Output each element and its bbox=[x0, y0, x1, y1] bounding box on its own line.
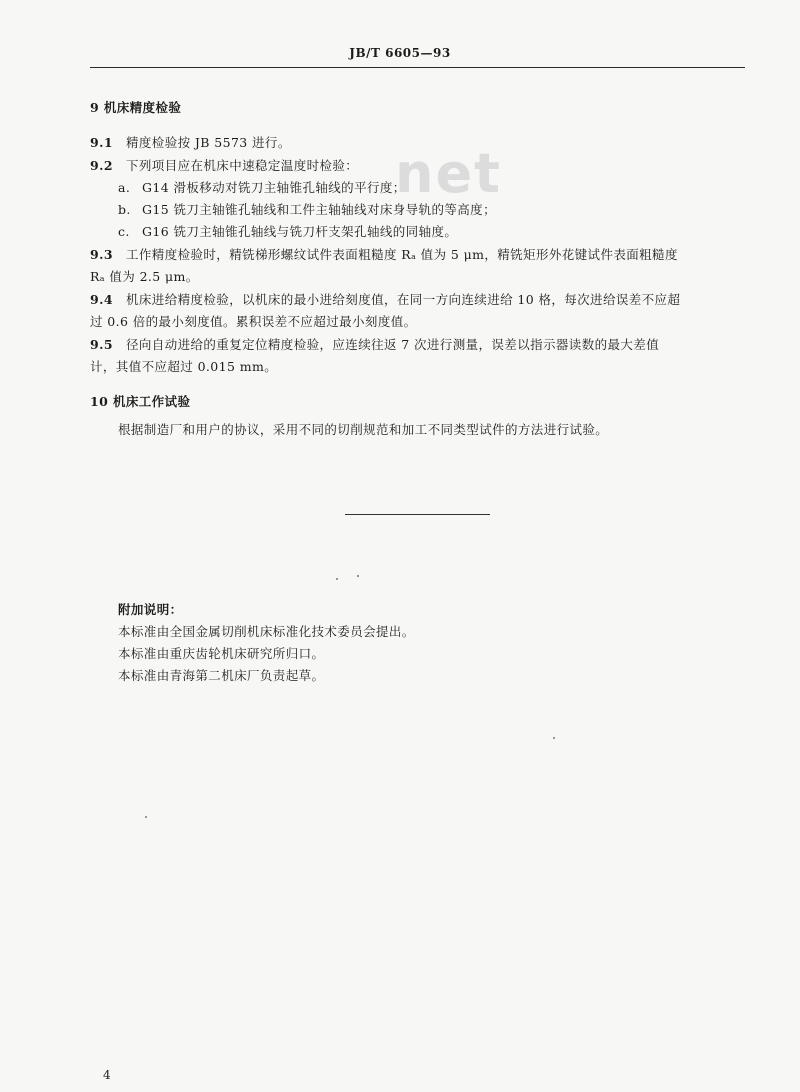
clause-9-1 bbox=[90, 133, 291, 151]
clause-9-4-line2: 过 0.6 倍的最小刻度值。累积误差不应超过最小刻度值。 bbox=[90, 314, 417, 329]
end-divider bbox=[345, 514, 490, 515]
clause-number: 9.5 bbox=[90, 337, 113, 352]
notes-line: 本标准由青海第二机床厂负责起草。 bbox=[118, 668, 325, 683]
header-rule bbox=[90, 67, 745, 68]
clause-text: 下列项目应在机床中速稳定温度时检验： bbox=[126, 158, 359, 173]
clause-9-5-line2: 计，其值不应超过 0.015 mm。 bbox=[90, 359, 278, 374]
standard-code-header: JB/T 6605—93 bbox=[349, 46, 451, 60]
list-label: c. bbox=[118, 224, 130, 239]
clause-text: 工作精度检验时，精铣梯形螺纹试件表面粗糙度 Rₐ 值为 5 μm，精铣矩形外花键试件表面粗糙度 bbox=[126, 247, 678, 262]
clause-text: 机床进给精度检验，以机床的最小进给刻度值，在同一方向连续进给 10 格，每次进给误差不应超 bbox=[126, 292, 681, 307]
clause-9-2 bbox=[90, 156, 358, 174]
section-10-heading: 10 机床工作试验 bbox=[90, 394, 191, 409]
section-10-text: 根据制造厂和用户的协议，采用不同的切削规范和加工不同类型试件的方法进行试验。 bbox=[118, 422, 609, 437]
notes-line: 本标准由全国金属切削机床标准化技术委员会提出。 bbox=[118, 624, 415, 639]
scan-speck bbox=[336, 578, 338, 580]
clause-text: 径向自动进给的重复定位精度检验，应连续往返 7 次进行测量，误差以指示器读数的最大差值 bbox=[126, 337, 660, 352]
clause-number: 9.2 bbox=[90, 158, 113, 173]
clause-number: 9.3 bbox=[90, 247, 113, 262]
clause-number: 9.1 bbox=[90, 135, 113, 150]
list-label: b. bbox=[118, 202, 131, 217]
scan-speck bbox=[553, 737, 555, 739]
list-text: G15 铣刀主轴锥孔轴线和工件主轴轴线对床身导轨的等高度； bbox=[142, 202, 496, 217]
clause-9-3-line2: Rₐ 值为 2.5 μm。 bbox=[90, 269, 199, 284]
clause-number: 9.4 bbox=[90, 292, 113, 307]
list-label: a. bbox=[118, 180, 131, 195]
clause-9-4-line1 bbox=[90, 290, 680, 308]
page-number: 4 bbox=[103, 1068, 111, 1082]
section-9-heading: 9 机床精度检验 bbox=[90, 100, 182, 115]
notes-line: 本标准由重庆齿轮机床研究所归口。 bbox=[118, 646, 325, 661]
clause-text: 精度检验按 JB 5573 进行。 bbox=[126, 135, 291, 150]
list-item-b bbox=[118, 200, 496, 218]
watermark: net bbox=[395, 142, 502, 205]
list-text: G14 滑板移动对铣刀主轴锥孔轴线的平行度； bbox=[142, 180, 406, 195]
clause-9-5-line1 bbox=[90, 335, 659, 353]
list-item-c bbox=[118, 222, 457, 240]
notes-title: 附加说明： bbox=[118, 602, 183, 617]
list-text: G16 铣刀主轴锥孔轴线与铣刀杆支架孔轴线的同轴度。 bbox=[142, 224, 458, 239]
scan-speck bbox=[145, 816, 147, 818]
list-item-a bbox=[118, 178, 406, 196]
clause-9-3-line1 bbox=[90, 245, 678, 263]
scan-speck bbox=[357, 575, 359, 577]
